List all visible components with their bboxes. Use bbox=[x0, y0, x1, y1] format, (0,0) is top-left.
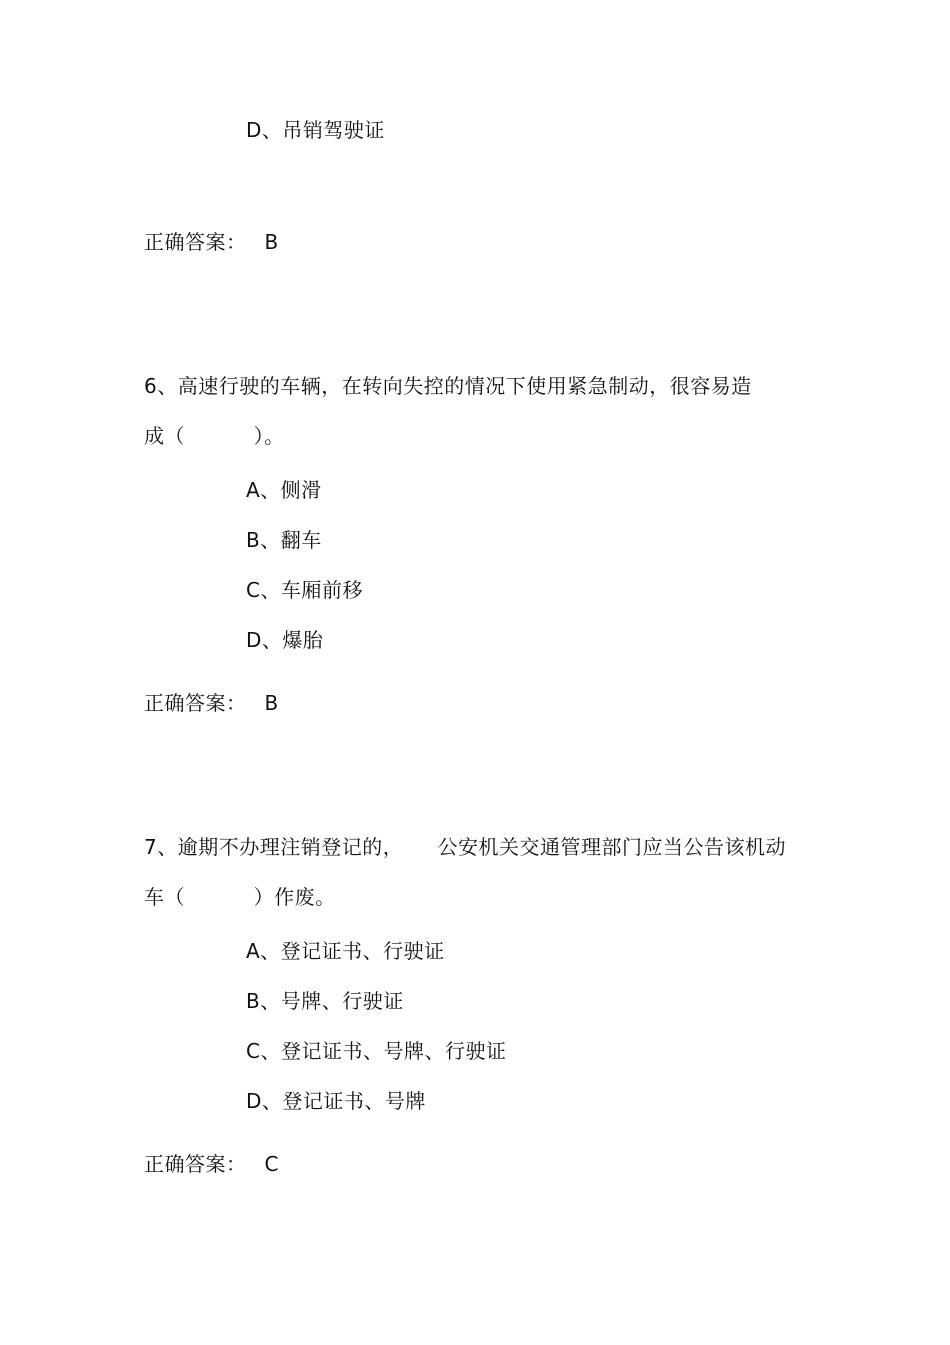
question-7-option-d: D、登记证书、号牌 bbox=[246, 1089, 426, 1113]
question-7-option-c: C、登记证书、号牌、行驶证 bbox=[246, 1039, 507, 1063]
answer-value: B bbox=[264, 230, 279, 254]
question-6-answer bbox=[144, 689, 279, 717]
answer-label: 正确答案： bbox=[144, 1152, 247, 1176]
question-6-option-b: B、翻车 bbox=[246, 528, 322, 552]
question-7-text-line-2: 车（ ）作废。 bbox=[144, 885, 336, 909]
question-7-answer bbox=[144, 1150, 279, 1178]
question-6-option-a: A、侧滑 bbox=[246, 478, 322, 502]
question-6-text-line-1: 6、高速行驶的车辆，在转向失控的情况下使用紧急制动，很容易造 bbox=[144, 374, 752, 398]
answer-value: C bbox=[264, 1152, 279, 1176]
question-6-option-d: D、爆胎 bbox=[246, 628, 324, 652]
question-6-text-line-2: 成（ ）。 bbox=[144, 424, 285, 448]
option-d: D、吊销驾驶证 bbox=[246, 118, 385, 142]
question-7-text-line-1: 7、逾期不办理注销登记的， 公安机关交通管理部门应当公告该机动 bbox=[144, 835, 787, 859]
answer-line bbox=[144, 228, 279, 256]
answer-label: 正确答案： bbox=[144, 230, 247, 254]
question-6-option-c: C、车厢前移 bbox=[246, 578, 363, 602]
answer-value: B bbox=[264, 691, 279, 715]
answer-label: 正确答案： bbox=[144, 691, 247, 715]
question-7-option-a: A、登记证书、行驶证 bbox=[246, 939, 445, 963]
question-7-option-b: B、号牌、行驶证 bbox=[246, 989, 404, 1013]
